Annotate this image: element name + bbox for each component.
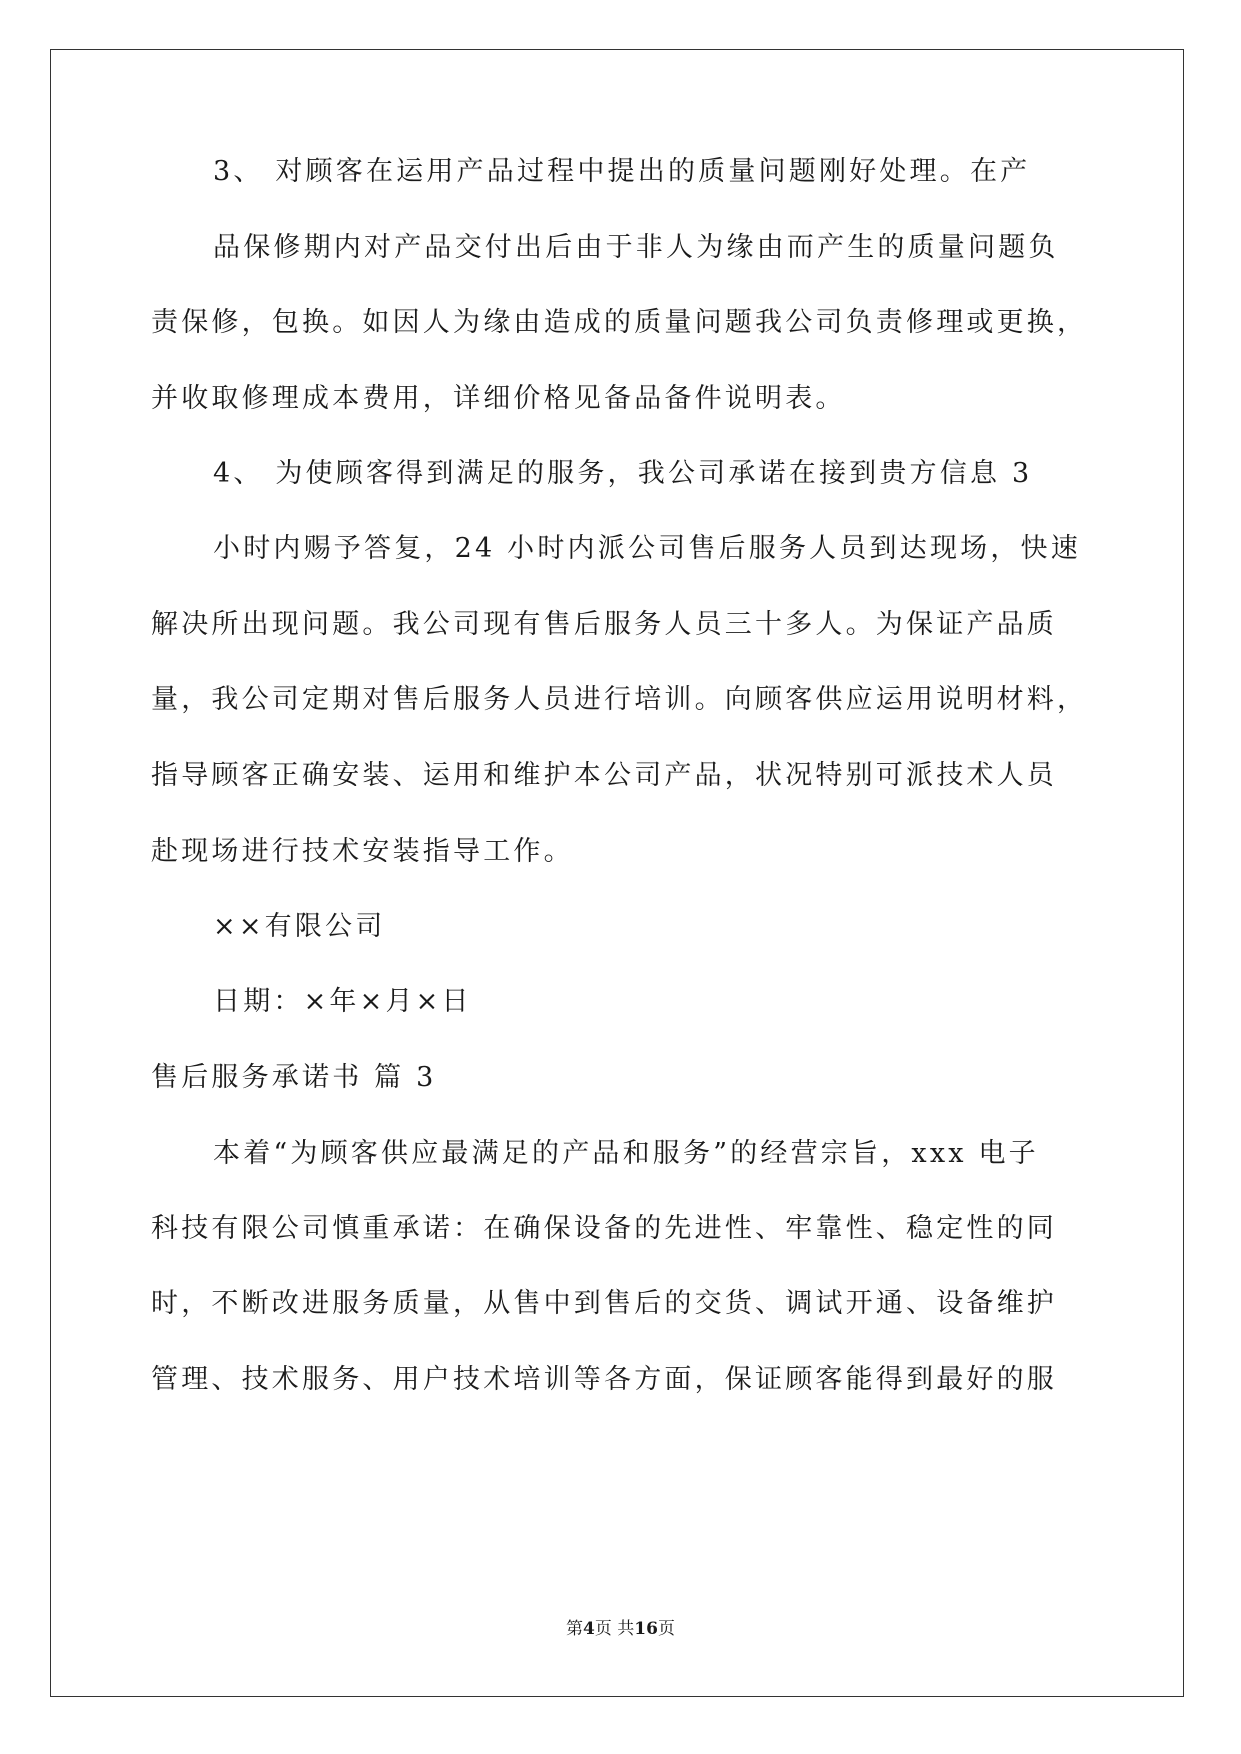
text-line: 科技有限公司慎重承诺：在确保设备的先进性、牢靠性、稳定性的同 <box>151 1213 1057 1244</box>
date-line: 日期：×年×月×日 <box>213 986 472 1017</box>
page-mid: 页 共 <box>594 1619 635 1639</box>
text-line: 3、 对顾客在运用产品过程中提出的质量问题刚好处理。在产 <box>213 156 1031 187</box>
page-prefix: 第 <box>566 1619 584 1639</box>
page-border <box>50 49 1184 1697</box>
text-line: 时，不断改进服务质量，从售中到售后的交货、调试开通、设备维护 <box>151 1288 1057 1319</box>
text-line: 解决所出现问题。我公司现有售后服务人员三十多人。为保证产品质 <box>151 609 1057 640</box>
page-current: 4 <box>583 1619 595 1639</box>
page-total: 16 <box>634 1619 658 1639</box>
text-line: 赴现场进行技术安装指导工作。 <box>151 836 574 867</box>
section-heading: 售后服务承诺书 篇 3 <box>151 1062 437 1093</box>
text-line: 品保修期内对产品交付出后由于非人为缘由而产生的质量问题负 <box>213 232 1059 263</box>
text-line: 并收取修理成本费用，详细价格见备品备件说明表。 <box>151 383 846 414</box>
page-number <box>0 1618 1241 1640</box>
text-line: 小时内赐予答复，24 小时内派公司售后服务人员到达现场，快速 <box>213 533 1081 564</box>
company-name: ××有限公司 <box>213 911 386 942</box>
text-line: 本着“为顾客供应最满足的产品和服务”的经营宗旨，xxx 电子 <box>213 1138 1039 1169</box>
text-line: 量，我公司定期对售后服务人员进行培训。向顾客供应运用说明材料， <box>151 684 1088 715</box>
text-line: 责保修，包换。如因人为缘由造成的质量问题我公司负责修理或更换， <box>151 307 1088 338</box>
text-line: 4、 为使顾客得到满足的服务，我公司承诺在接到贵方信息 3 <box>213 458 1033 489</box>
text-line: 指导顾客正确安装、运用和维护本公司产品，状况特别可派技术人员 <box>151 760 1057 791</box>
text-line: 管理、技术服务、用户技术培训等各方面，保证顾客能得到最好的服 <box>151 1364 1057 1395</box>
page-suffix: 页 <box>657 1619 675 1639</box>
